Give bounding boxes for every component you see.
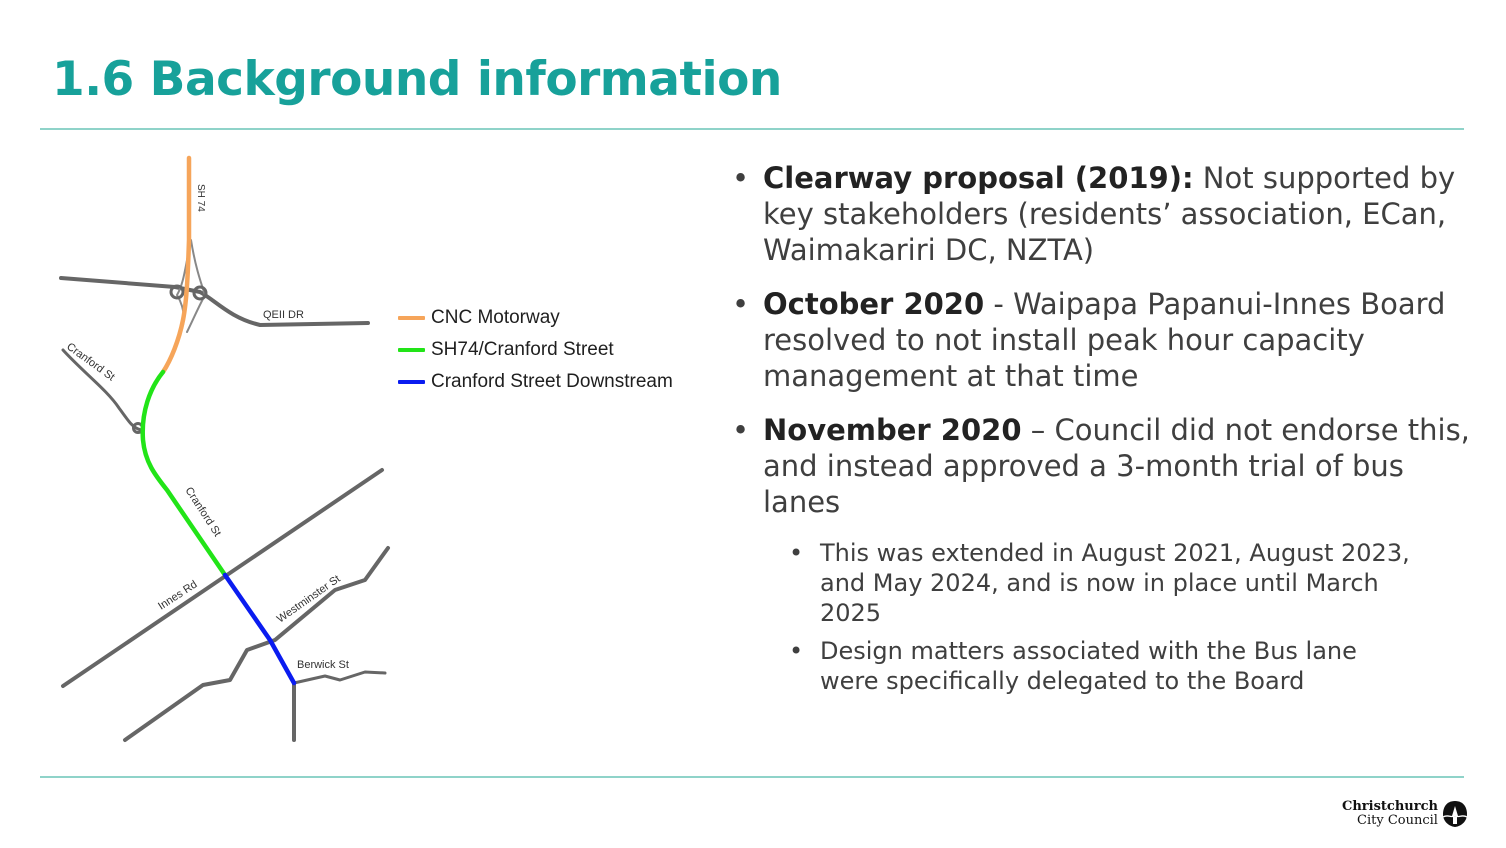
legend-swatch-cnc — [398, 316, 425, 320]
road-qeii-drive — [61, 278, 368, 325]
label-sh74: SH 74 — [195, 184, 206, 212]
label-innes: Innes Rd — [156, 578, 200, 613]
bullet-october-2020 — [730, 286, 1470, 394]
council-logo-line1: Christchurch — [1342, 799, 1438, 814]
legend-label-downstream: Cranford Street Downstream — [431, 371, 673, 392]
legend-label-cnc: CNC Motorway — [431, 307, 560, 328]
bullet-clearway-text: Not supported by key stakeholders (residents’ association, ECan, Waimakariri DC, NZTA) — [763, 161, 1456, 267]
sub-bullet-design: • Design matters associated with the Bus lane were specifically delegated to the Board — [787, 636, 1420, 696]
council-logo-line2: City Council — [1357, 813, 1438, 828]
bullet-november-2020 — [730, 412, 1470, 520]
council-logo — [1342, 800, 1468, 828]
sub-bullet-extension: • This was extended in August 2021, August 2023, and May 2024, and is now in place until March 2025 — [787, 538, 1420, 628]
bottom-divider — [40, 776, 1464, 778]
label-qeii: QEII DR — [263, 309, 304, 321]
council-logo-text — [1342, 800, 1438, 828]
label-westminster: Westminster St — [274, 572, 343, 626]
bullet-list — [730, 160, 1470, 696]
legend-item-sh74 — [398, 334, 673, 366]
map-legend — [398, 302, 673, 398]
route-sh74-cranford — [143, 372, 225, 575]
label-cranford-upper: Cranford St — [64, 340, 117, 384]
road-berwick — [294, 672, 385, 683]
legend-item-downstream — [398, 366, 673, 398]
bullet-clearway-heading: Clearway proposal (2019): — [763, 161, 1194, 195]
legend-item-cnc — [398, 302, 673, 334]
label-berwick: Berwick St — [297, 659, 349, 671]
bullet-october-text: - Waipapa Papanui-Innes Board resolved to not install peak hour capacity management at that time — [763, 287, 1446, 393]
top-divider — [40, 128, 1464, 130]
bullet-november-text: – Council did not endorse this, and instead approved a 3-month trial of bus lanes — [763, 413, 1470, 519]
label-cranford-lower: Cranford St — [182, 485, 224, 539]
cathedral-emblem-icon — [1442, 800, 1468, 828]
route-map-svg — [55, 150, 395, 750]
bullet-november-heading: November 2020 — [763, 413, 1022, 447]
bullet-october-heading: October 2020 — [763, 287, 985, 321]
road-westminster — [125, 548, 388, 740]
legend-swatch-downstream — [398, 380, 425, 384]
slide-title: 1.6 Background information — [52, 52, 782, 107]
legend-label-sh74: SH74/Cranford Street — [431, 339, 614, 360]
bullet-clearway — [730, 160, 1470, 268]
legend-swatch-sh74 — [398, 348, 425, 352]
route-map — [55, 150, 395, 750]
